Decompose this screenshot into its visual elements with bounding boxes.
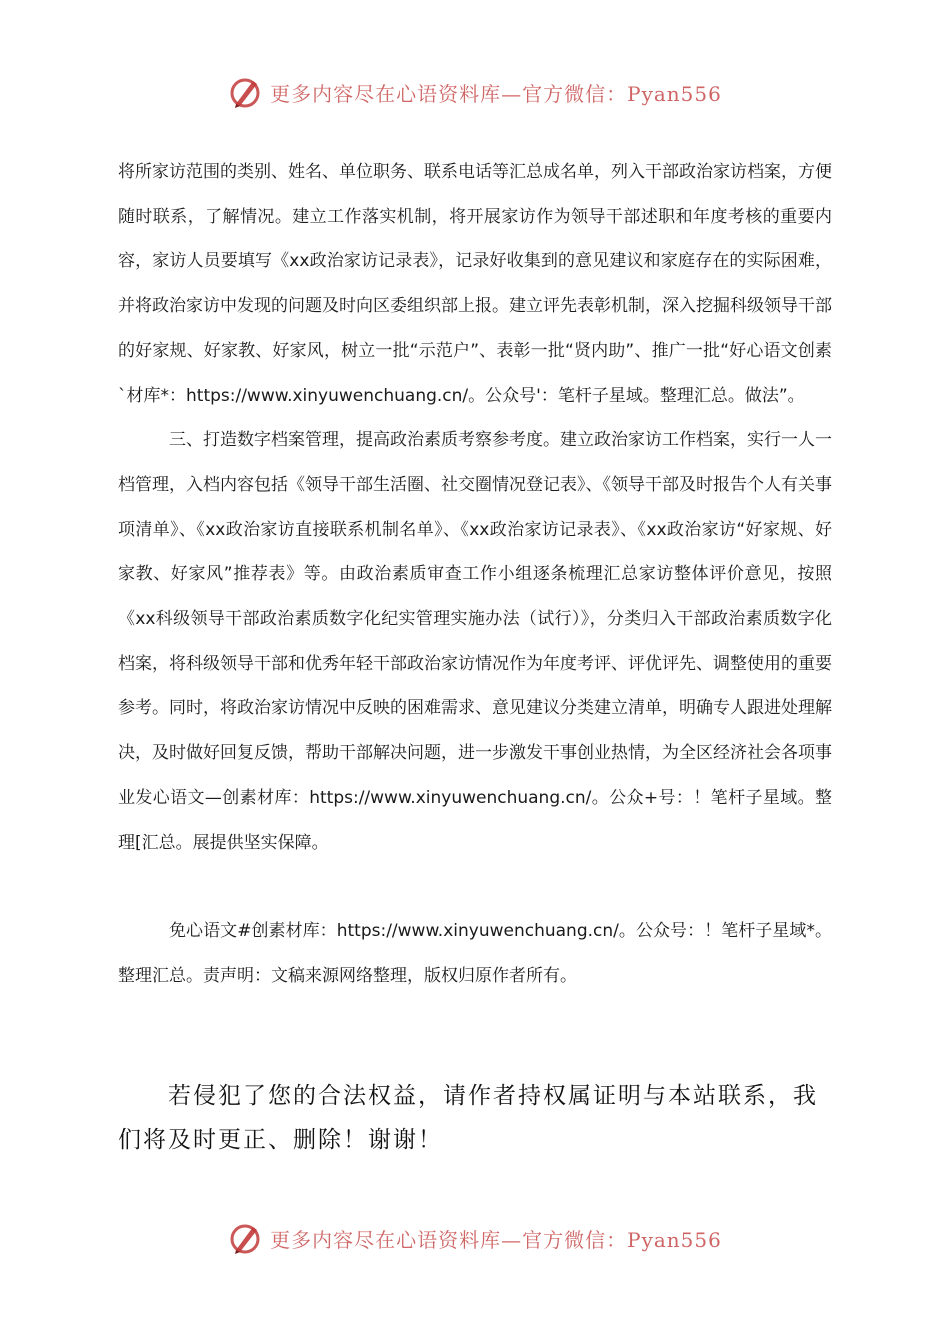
paragraph-digital-archive: 三、打造数字档案管理，提高政治素质考察参考度。建立政治家访工作档案，实行一人一档管理，入档内容包括《领导干部生活圈、社交圈情况登记表》、《领导干部及时报告个人有关事项清单》、《xx政治家访直接联系机制名单》、《xx政治家访记录表》、《xx政治家访“好家规、好家教、好家风”推荐表》等。由政治素质审查工作小组逐条梳理汇总家访整体评价意见，按照《xx科级领导干部政治素质数字化纪实管理实施办法（试行）》，分类归入干部政治素质数字化档案，将科级领导干部和优秀年轻干部政治家访情况作为年度考评、评优评先、调整使用的重要参考。同时，将政治家访情况中反映的困难需求、意见建议分类建立清单，明确专人跟进处理解决，及时做好回复反馈，帮助干部解决问题，进一步激发干事创业热情，为全区经济社会各项事业发心语文—创素材库：https://www.xinyuwenchuang.cn/。公众+号：！笔杆子星域。整理[汇总。展提供坚实保障。 — [118, 430, 832, 853]
copyright-notice: 若侵犯了您的合法权益，请作者持权属证明与本站联系，我们将及时更正、删除！谢谢！ — [118, 1083, 818, 1153]
paragraph-disclaimer: 免心语文#创素材库：https://www.xinyuwenchuang.cn/。公众号：！笔杆子星域*。整理汇总。责声明：文稿来源网络整理，版权归原作者所有。 — [118, 921, 832, 986]
header-banner — [0, 72, 950, 112]
document-body — [118, 150, 832, 999]
pen-seal-logo-icon — [228, 74, 264, 110]
header-banner-text: 更多内容尽在心语资料库—官方微信：Pyan556 — [270, 81, 722, 106]
paragraph-family-visit-mechanisms: 将所家访范围的类别、姓名、单位职务、联系电话等汇总成名单，列入干部政治家访档案，方便随时联系，了解情况。建立工作落实机制，将开展家访作为领导干部述职和年度考核的重要内容，家访人员要填写《xx政治家访记录表》，记录好收集到的意见建议和家庭存在的实际困难，并将政治家访中发现的问题及时向区委组织部上报。建立评先表彰机制，深入挖掘科级领导干部的好家规、好家教、好家风，树立一批“示范户”、表彰一批“贤内助”、推广一批“好心语文创素`材库*：https://www.xinyuwenchuang.cn/。公众号'：笔杆子星域。整理汇总。做法”。 — [118, 162, 832, 406]
pen-seal-logo-icon — [228, 1220, 264, 1256]
footer-banner-text: 更多内容尽在心语资料库—官方微信：Pyan556 — [270, 1227, 722, 1252]
footer-banner — [0, 1218, 950, 1258]
